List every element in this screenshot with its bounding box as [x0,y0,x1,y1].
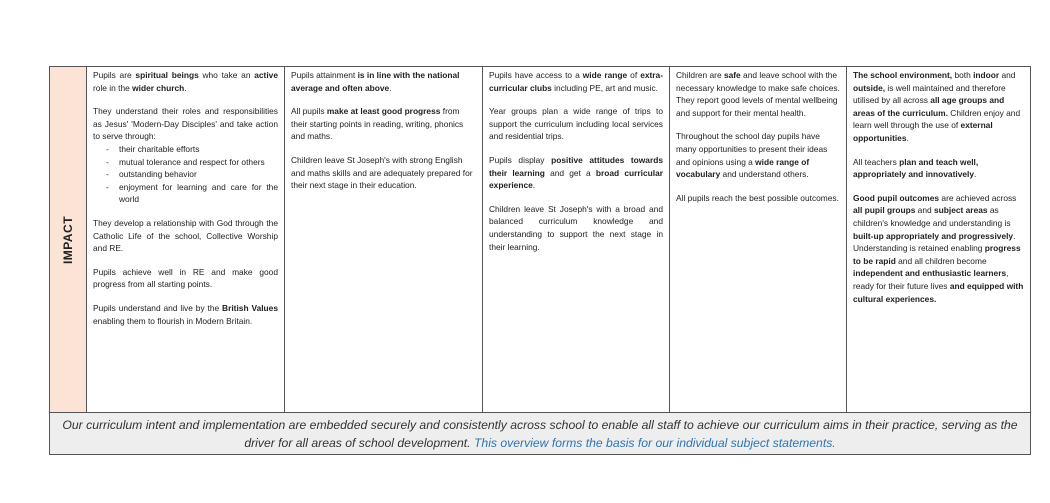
text: . [389,82,392,93]
paragraph [489,69,663,94]
emphasis: British Values [222,302,278,313]
text: . [974,169,977,180]
emphasis: plan and teach well, appropriately and innovatively [853,156,979,180]
text: . [184,82,187,93]
emphasis: independent and enthusiastic learners [853,268,1007,279]
emphasis: outside, [853,82,886,93]
text: and get a [544,167,596,178]
paragraph: They develop a relationship with God through the Catholic Life of the school, Collective Worship and RE. [93,217,278,254]
text: from their starting points in reading, writing, phonics and maths. [291,106,464,142]
service-list [93,143,278,206]
text: All teachers [853,156,900,167]
column-wellbeing [670,67,847,412]
text: . Understanding is retained enabling [853,230,1016,254]
text: including PE, art and music. [551,82,658,93]
impact-header-cell [50,67,87,412]
column-environment [847,67,1031,412]
paragraph: All pupils reach the best possible outcomes. [676,192,839,203]
text: and all children become [895,255,987,266]
text: All pupils [291,106,327,117]
text: Pupils are [93,70,136,80]
emphasis: make at least good progress [326,106,441,117]
emphasis: wide range of vocabulary [676,156,810,180]
emphasis: external opportunities [853,120,993,143]
text: Pupils display [489,154,552,165]
emphasis: wider church [132,82,185,93]
paragraph [853,192,1025,305]
paragraph: Year groups plan a wide range of trips to support the curriculum including local services and residential trips. [489,106,663,142]
footer-main-text: Our curriculum intent and implementation are embedded securely and consistently across school to enable all staff to achieve our curriculum aims in their practice, serving as the driver for all areas of school development. [62,418,1018,450]
text: are achieved across [939,192,1017,203]
text: and [915,205,934,216]
emphasis: The school environment, [853,70,953,80]
paragraph [489,154,663,192]
list-item: - outstanding behavior [119,168,278,181]
text: Pupils have access to a [489,70,583,80]
paragraph: Children leave St Joseph's with strong English and maths skills and are adequately prepared for their next stage in their education. [291,154,473,191]
column-spiritual [87,67,285,412]
text: . [532,180,536,191]
footer-statement [50,412,1030,454]
paragraph [93,302,278,327]
text: . [906,132,909,143]
paragraph [676,130,840,180]
list-item: - their charitable efforts [119,143,278,156]
emphasis: indoor [973,70,1000,80]
text: as children's knowledge and understanding is [853,205,1011,228]
paragraph [291,105,476,143]
emphasis: is in line with the national average and often above [291,70,460,93]
text: Pupils attainment [291,70,358,80]
emphasis: active [254,70,278,80]
paragraph: They understand their roles and responsibilities as Jesus' 'Modern-Day Disciples' and take action to serve through: [93,106,278,142]
paragraph [853,69,1025,145]
text: of [627,70,641,80]
list-item: - mutual tolerance and respect for others [119,156,278,169]
text: and [999,70,1016,80]
paragraph [676,69,840,119]
emphasis: broad curricular experience [489,167,663,191]
text: and leave school with the necessary knowledge to make safe choices. They report good levels of mental wellbeing and support for their mental health. [676,70,840,118]
impact-label: IMPACT [61,215,75,264]
emphasis: and equipped with cultural experiences. [853,280,1024,304]
emphasis: built-up appropriately and progressively [853,230,1014,241]
column-attainment [285,67,483,412]
emphasis: positive attitudes towards their learning [489,154,663,178]
emphasis: spiritual beings [135,70,199,80]
column-curriculum [483,67,670,412]
text: Pupils understand and live by the [93,302,223,313]
emphasis: subject areas [934,205,988,216]
text: role in the [93,82,133,93]
emphasis: all age groups and areas of the curriculum. [853,95,1005,118]
emphasis: progress to be rapid [853,243,1021,266]
text: Throughout the school day pupils have many opportunities to present their ideas and opinions using a [676,131,828,167]
text: is well maintained and therefore utilised by all across [853,82,1006,106]
paragraph [853,156,1025,181]
paragraph [291,69,476,94]
text: , ready for their future lives [853,268,1009,291]
text: enabling them to flourish in Modern Britain. [93,315,253,326]
text: who take an [198,70,255,80]
paragraph: Pupils achieve well in RE and make good progress from all starting points. [93,266,278,290]
paragraph: Children leave St Joseph's with a broad and balanced curriculum knowledge and understanding to support the next stage in their learning. [489,203,663,252]
emphasis: extra-curricular clubs [489,70,663,93]
impact-table [49,66,1031,455]
emphasis: Good pupil outcomes [853,192,940,203]
emphasis: all pupil groups [853,205,916,216]
text: Children enjoy and learn well through the use of [853,107,1021,131]
emphasis: wide range [582,70,628,80]
list-item: - enjoyment for learning and care for the world [119,181,278,206]
footer-blue-text: This overview forms the basis for our individual subject statements. [473,436,836,450]
impact-row [50,67,1030,412]
text: both [952,70,974,80]
text: Children are [676,70,724,80]
emphasis: safe [723,70,741,80]
paragraph [93,69,278,94]
text: and understand others. [720,169,809,180]
